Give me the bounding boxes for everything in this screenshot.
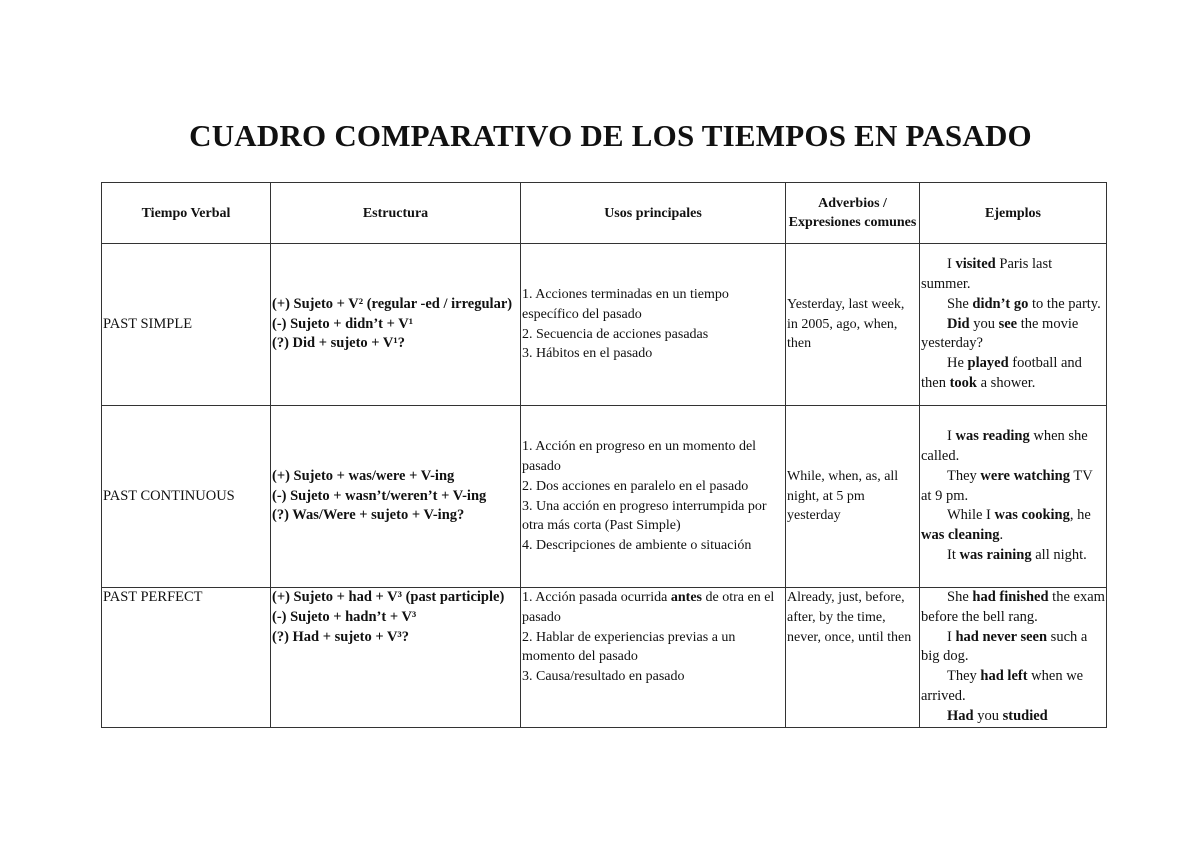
text: She <box>947 589 973 605</box>
bold-text: had finished <box>972 589 1049 605</box>
bold-text: was raining <box>959 546 1032 563</box>
header-adverbs: Adverbios / Expresiones comunes <box>786 183 920 244</box>
bold-text: Did <box>947 315 970 332</box>
text: I <box>947 628 956 645</box>
example-line <box>921 588 1105 628</box>
example-line <box>921 255 1105 295</box>
text: a shower. <box>977 374 1036 391</box>
text: TV at 9 pm. <box>921 467 1093 504</box>
tense-cell: PAST CONTINUOUS <box>102 406 271 588</box>
example-line <box>921 427 1105 467</box>
text: 3. Causa/resultado en pasado <box>522 669 685 685</box>
use-item: 4. Descripciones de ambiente o situación <box>522 538 752 554</box>
text: such a big dog. <box>921 628 1088 665</box>
example-line <box>921 707 1105 727</box>
header-tense: Tiempo Verbal <box>102 183 271 244</box>
text: when we arrived. <box>921 668 1084 704</box>
example-line <box>921 506 1105 546</box>
text: the exam before the bell rang. <box>921 589 1105 625</box>
text: It <box>947 546 960 563</box>
adverbs-text: Yesterday, last week, in 2005, ago, when, then <box>787 296 905 352</box>
text: , he <box>1069 507 1091 524</box>
text: you <box>973 707 1003 724</box>
structure-line: (+) Sujeto + had + V³ (past participle) <box>272 589 505 605</box>
example-line <box>921 467 1105 507</box>
tense-cell: PAST PERFECT <box>102 588 271 728</box>
page-title: CUADRO COMPARATIVO DE LOS TIEMPOS EN PASADO <box>189 118 1032 153</box>
example-line <box>921 315 1105 355</box>
adverbs-text: Already, just, before, after, by the time, never, once, until then <box>787 590 912 645</box>
structure-line: (-) Sujeto + didn’t + V¹ <box>272 315 414 332</box>
uses-cell <box>521 244 786 406</box>
uses-cell <box>521 588 786 728</box>
structure-line: (?) Was/Were + sujeto + V-ing? <box>272 507 465 524</box>
text: when she called. <box>921 428 1088 464</box>
table-row <box>102 588 1107 728</box>
use-item <box>522 588 784 628</box>
adverbs-cell <box>786 244 920 406</box>
text: the movie yesterday? <box>921 315 1079 352</box>
use-item: 1. Acciones terminadas en un tiempo específico del pasado <box>522 286 729 322</box>
text: to the party. <box>1028 295 1101 312</box>
structure-line: (-) Sujeto + hadn’t + V³ <box>272 608 417 625</box>
bold-text: visited <box>955 256 996 273</box>
bold-text: see <box>998 315 1018 332</box>
header-uses: Usos principales <box>521 183 786 244</box>
example-line <box>921 546 1105 566</box>
text: you <box>969 315 999 332</box>
text: I <box>947 428 956 445</box>
text: They <box>947 668 981 685</box>
adverbs-text: While, when, as, all night, at 5 pm yesterday <box>787 468 899 524</box>
uses-cell <box>521 406 786 588</box>
table-row <box>102 244 1107 406</box>
structure-cell <box>271 406 521 588</box>
bold-text: didn’t go <box>972 295 1029 312</box>
text: Paris last summer. <box>921 256 1053 292</box>
tense-cell: PAST SIMPLE <box>102 244 271 406</box>
examples-cell <box>920 244 1107 406</box>
bold-text: took <box>949 374 977 391</box>
bold-text: studied <box>1002 707 1048 724</box>
bold-text: were watching <box>980 467 1070 484</box>
use-item: 3. Hábitos en el pasado <box>522 346 653 362</box>
use-item: 1. Acción en progreso en un momento del pasado <box>522 439 757 474</box>
use-item <box>522 667 784 687</box>
bold-text: played <box>967 355 1009 372</box>
examples-cell <box>920 406 1107 588</box>
text: They <box>947 467 981 484</box>
text: I <box>947 256 956 273</box>
bold-text: antes <box>670 590 703 605</box>
table-header-row <box>102 183 1107 244</box>
text: football and then <box>921 355 1082 391</box>
header-structure: Estructura <box>271 183 521 244</box>
example-line <box>921 628 1105 668</box>
example-line <box>921 667 1105 707</box>
structure-cell <box>271 244 521 406</box>
comparison-table <box>101 182 1107 728</box>
structure-line: (+) Sujeto + was/were + V-ing <box>272 467 455 484</box>
table-row <box>102 406 1107 588</box>
bold-text: had left <box>980 668 1028 685</box>
structure-line: (+) Sujeto + V² (regular -ed / irregular) <box>272 295 513 312</box>
structure-line: (-) Sujeto + wasn’t/weren’t + V-ing <box>272 487 487 504</box>
use-item: 3. Una acción en progreso interrumpida por otra más corta (Past Simple) <box>522 498 767 534</box>
use-item: 2. Secuencia de acciones pasadas <box>522 326 709 342</box>
example-line <box>921 354 1105 394</box>
text: 1. Acción pasada ocurrida <box>522 590 671 605</box>
text: all night. <box>1031 546 1087 563</box>
use-item <box>522 628 784 668</box>
structure-cell <box>271 588 521 728</box>
examples-cell <box>920 588 1107 728</box>
bold-text: was reading <box>955 428 1030 445</box>
header-examples: Ejemplos <box>920 183 1107 244</box>
text: . <box>999 527 1004 544</box>
adverbs-cell <box>786 588 920 728</box>
text: He <box>947 355 968 372</box>
structure-line: (?) Did + sujeto + V¹? <box>272 335 405 352</box>
example-line <box>921 295 1105 315</box>
bold-text: was cooking <box>994 507 1070 524</box>
adverbs-cell <box>786 406 920 588</box>
text: de otra en el pasado <box>522 590 775 625</box>
bold-text: Had <box>947 707 974 724</box>
text: While I <box>947 507 995 524</box>
bold-text: was cleaning <box>921 527 1000 544</box>
structure-line: (?) Had + sujeto + V³? <box>272 628 410 645</box>
text: 2. Hablar de experiencias previas a un momento del pasado <box>522 629 736 665</box>
use-item: 2. Dos acciones en paralelo en el pasado <box>522 478 749 494</box>
bold-text: had never seen <box>955 628 1048 645</box>
text: She <box>947 295 973 312</box>
